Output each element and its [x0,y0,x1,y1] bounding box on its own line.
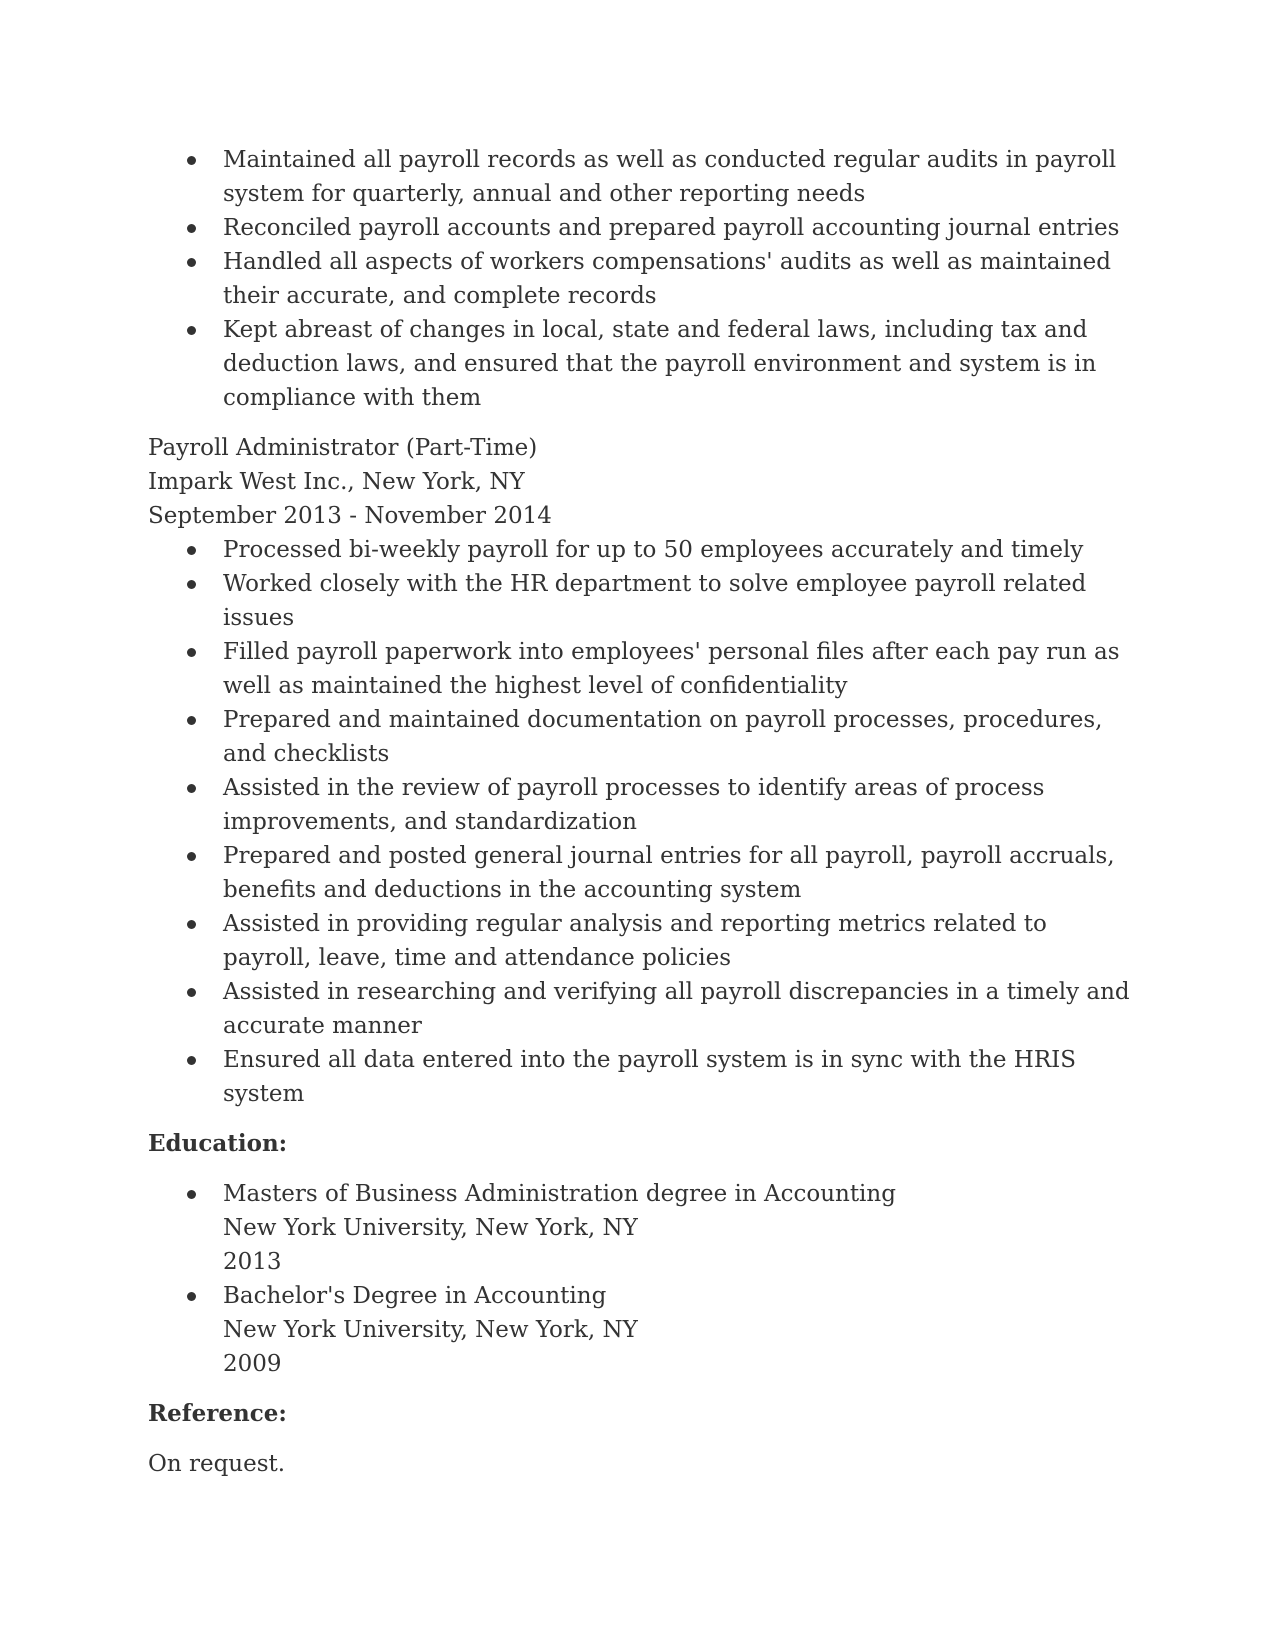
list-item: Maintained all payroll records as well as conducted regular audits in payroll system for quarterly, annual and other reporting needs [223,143,1138,211]
list-item: Prepared and posted general journal entries for all payroll, payroll accruals, benefits and deductions in the accounting system [223,839,1138,907]
education-school: New York University, New York, NY [223,1215,638,1241]
list-item: Handled all aspects of workers compensations' audits as well as maintained their accurate, and complete records [223,245,1138,313]
job-title: Payroll Administrator (Part-Time) [148,435,538,461]
education-school: New York University, New York, NY [223,1317,638,1343]
education-item [223,1177,1138,1279]
education-degree: Bachelor's Degree in Accounting [223,1283,607,1309]
education-year: 2009 [223,1351,282,1377]
job-company: Impark West Inc., New York, NY [148,469,525,495]
resume-page [148,143,1138,1481]
education-degree: Masters of Business Administration degree in Accounting [223,1181,896,1207]
job-header [148,431,1138,533]
reference-heading: Reference: [148,1400,287,1427]
education-item [223,1279,1138,1381]
list-item: Reconciled payroll accounts and prepared payroll accounting journal entries [223,211,1138,245]
list-item: Prepared and maintained documentation on payroll processes, procedures, and checklists [223,703,1138,771]
list-item: Assisted in providing regular analysis and reporting metrics related to payroll, leave, time and attendance policies [223,907,1138,975]
job-dates: September 2013 - November 2014 [148,503,552,529]
education-list [148,1177,1138,1381]
list-item: Assisted in researching and verifying all payroll discrepancies in a timely and accurate manner [223,975,1138,1043]
education-year: 2013 [223,1249,282,1275]
education-heading: Education: [148,1130,288,1157]
list-item: Worked closely with the HR department to solve employee payroll related issues [223,567,1138,635]
list-item: Ensured all data entered into the payroll system is in sync with the HRIS system [223,1043,1138,1111]
list-item: Filled payroll paperwork into employees' personal files after each pay run as well as maintained the highest level of confidentiality [223,635,1138,703]
previous-job-bullet-list [148,143,1138,415]
job-bullet-list [148,533,1138,1111]
list-item: Processed bi-weekly payroll for up to 50 employees accurately and timely [223,533,1138,567]
reference-text: On request. [148,1451,286,1477]
list-item: Kept abreast of changes in local, state and federal laws, including tax and deduction laws, and ensured that the payroll environment and system is in compliance with them [223,313,1138,415]
list-item: Assisted in the review of payroll processes to identify areas of process improvements, and standardization [223,771,1138,839]
